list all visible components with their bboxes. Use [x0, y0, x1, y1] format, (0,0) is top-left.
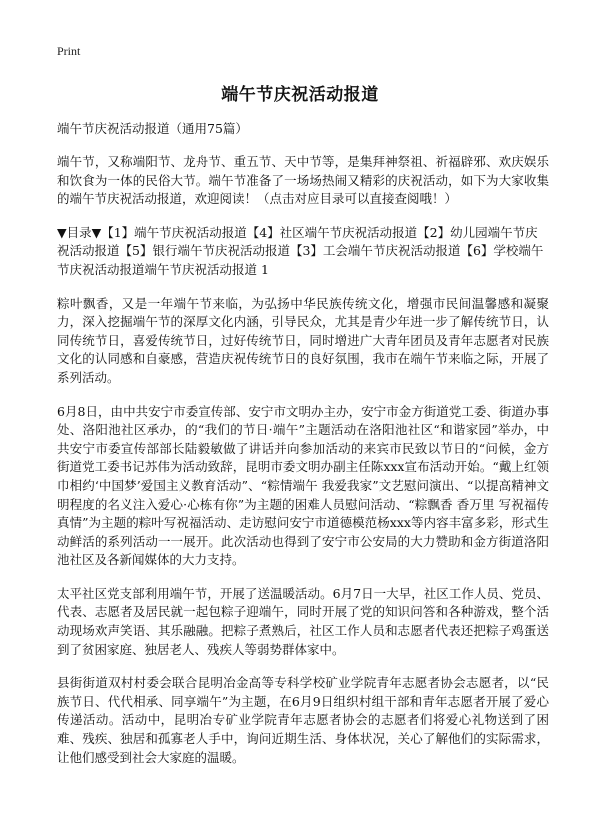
body-paragraph-4: 县街街道双村村委会联合昆明冶金高等专科学校矿业学院青年志愿者协会志愿者，以“民族节日、代代相承、同享端午”为主题，在6月9日组织村组干部和青年志愿者开展了爱心传递活动。活动中，昆明冶专矿业学院青年志愿者协会的志愿者们将爱心礼物送到了困难、残疾、独居和孤寡老人手中，询问近期生活、身体状况，关心了解他们的实际需求，让他们感受到社会大家庭的温暖。: [57, 675, 549, 765]
section-heading: 端午节庆祝活动报道 1: [144, 261, 269, 277]
toc-item-1[interactable]: 【1】端午节庆祝活动报道: [101, 224, 247, 240]
table-of-contents: [57, 224, 549, 280]
intro-paragraph: 端午节，又称端阳节、龙舟节、重五节、天中节等，是集拜神祭祖、祈福辟邪、欢庆娱乐和饮食为一体的民俗大节。端午节准备了一场场热闹又精彩的庆祝活动，如下为大家收集的端午节庆祝活动报道，欢迎阅读！（点击对应目录可以直接查阅哦！）: [57, 154, 549, 207]
body-paragraph-1: 粽叶飘香，又是一年端午节来临，为弘扬中华民族传统文化，增强市民间温馨感和凝聚力，深入挖掘端午节的深厚文化内涵，引导民众，尤其是青少年进一步了解传统节日，认同传统节日，喜爱传统节日，过好传统节日，同时增进广大青年团员及青年志愿者对民族文化的认同感和自豪感，营造庆祝传统节日的良好氛围，我市在端午节来临之际，开展了系列活动。: [57, 295, 549, 385]
print-link[interactable]: Print: [57, 44, 81, 58]
toc-item-6[interactable]: 【6】学校端午节庆祝活动报道: [57, 243, 544, 277]
toc-item-5[interactable]: 【5】银行端午节庆祝活动报道: [119, 243, 290, 259]
page-title: 端午节庆祝活动报道: [221, 85, 379, 105]
toc-prefix: ▼目录▼: [57, 224, 102, 240]
body-paragraph-3: 太平社区党支部利用端午节，开展了送温暖活动。6月7日一大早，社区工作人员、党员、代表、志愿者及居民就一起包粽子迎端午，同时开展了党的知识问答和各种游戏，整个活动现场欢声笑语、其乐融融。把粽子煮熟后，社区工作人员和志愿者代表还把粽子鸡蛋送到了贫困家庭、独居老人、残疾人等弱势群体家中。: [57, 585, 549, 657]
body-paragraph-2: 6月8日，由中共安宁市委宣传部、安宁市文明办主办，安宁市金方街道党工委、街道办事处、洛阳池社区承办，的“我们的节日·端午”主题活动在洛阳池社区“和谐家园”举办，中共安宁市委宣传部部长陆毅敏做了讲话并向参加活动的来宾市民致以节日的“问候，金方街道党工委书记苏伟为活动致辞，昆明市委文明办副主任陈xxx宣布活动开始。“戴上红领巾相约‘中国梦’爱国主义教育活动”、“粽情端午 我爱我家”文艺慰问演出、“以提高精神文明程度的名义注入爱心·心栋有你”为主题的困难人员慰问活动、“粽飘香 香万里 写祝福传真情”为主题的粽叶写祝福活动、走访慰问安宁市道德模范杨xxx等内容丰富多彩，形式生动鲜活的系列活动一一展开。此次活动也得到了安宁市公安局的大力赞助和金方街道洛阳池社区及各新闻媒体的大力支持。: [57, 403, 549, 568]
toc-item-4[interactable]: 【4】社区端午节庆祝活动报道: [246, 224, 418, 240]
toc-item-2[interactable]: 【2】幼儿园端午节庆祝活动报道: [57, 224, 538, 259]
toc-item-3[interactable]: 【3】工会端午节庆祝活动报道: [289, 243, 461, 259]
article-subtitle: 端午节庆祝活动报道（通用75篇）: [57, 121, 248, 136]
article-body: [57, 120, 549, 782]
